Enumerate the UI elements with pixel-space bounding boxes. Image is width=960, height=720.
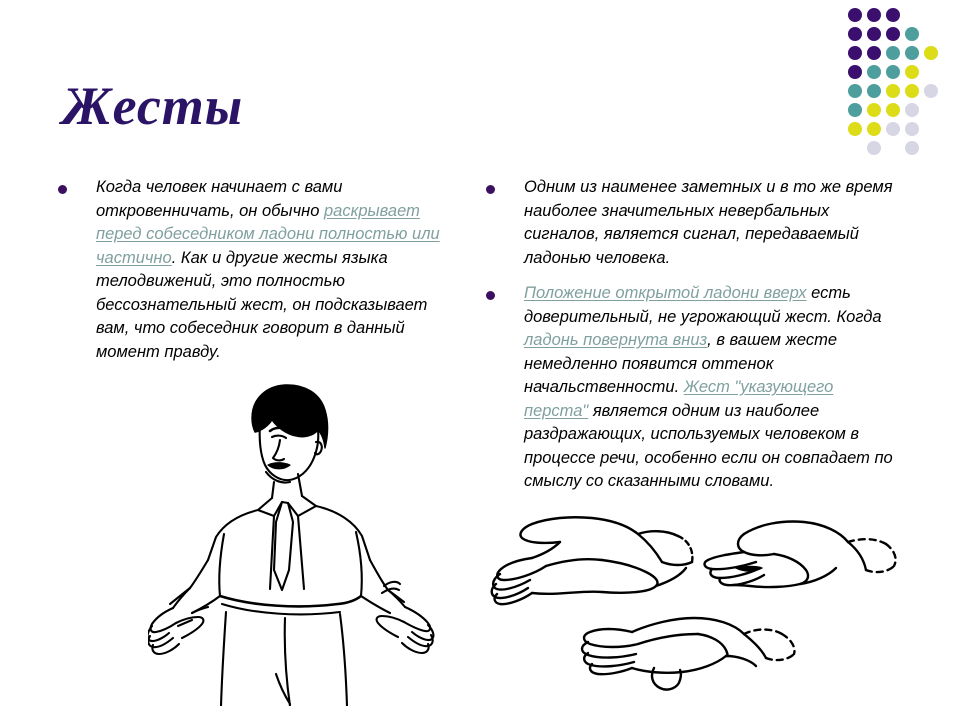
right-text-column [480, 176, 900, 506]
list-item [52, 176, 452, 364]
grid-dot-lavender [924, 84, 938, 98]
bullet-point-icon [58, 185, 67, 194]
inline-link[interactable]: ладонь повернута вниз [524, 331, 708, 349]
grid-dot-teal [886, 46, 900, 60]
bullet-text: Когда человек начинает с вами откровенничать, он обычно раскрывает перед собеседником ладони полностью или частично. Как и другие жесты языка телодвижений, это полностью бессознательный жест, он подсказывает вам, что собеседник говорит в данный момент правду. [96, 178, 440, 361]
grid-dot-yellow [867, 103, 881, 117]
grid-dot-lavender [905, 103, 919, 117]
grid-dot-teal [848, 103, 862, 117]
grid-dot-purple [867, 27, 881, 41]
inline-link[interactable]: Положение открытой ладони вверх [524, 284, 807, 302]
bullet-text: Одним из наименее заметных и в то же время наиболее значительных невербальных сигналов, является сигнал, передаваемый ладонью человека. [524, 178, 893, 267]
list-item [480, 282, 900, 494]
list-item [480, 176, 900, 270]
grid-dot-purple [886, 27, 900, 41]
grid-dot-purple [848, 27, 862, 41]
grid-dot-yellow [924, 46, 938, 60]
inline-link[interactable]: Жест "указующего перста" [524, 378, 834, 420]
grid-dot-teal [905, 27, 919, 41]
left-text-column [52, 176, 452, 376]
grid-dot-lavender [905, 141, 919, 155]
grid-dot-teal [886, 65, 900, 79]
grid-dot-purple [867, 8, 881, 22]
grid-dot-purple [886, 8, 900, 22]
palm-down-hand-illustration [582, 618, 795, 690]
grid-dot-teal [848, 84, 862, 98]
decorative-dot-grid [848, 8, 960, 160]
grid-dot-yellow [848, 122, 862, 136]
grid-dot-yellow [867, 122, 881, 136]
grid-dot-yellow [905, 65, 919, 79]
bullet-text: Положение открытой ладони вверх есть доверительный, не угрожающий жест. Когда ладонь повернута вниз, в вашем жесте немедленно появится оттенок начальственности. Жест "указующего перста" является одним из наиболее раздражающих, используемых человеком в процессе речи, особенно если он совпадает по смыслу со сказанными словами. [524, 284, 893, 490]
grid-dot-lavender [867, 141, 881, 155]
grid-dot-yellow [886, 84, 900, 98]
grid-dot-purple [848, 46, 862, 60]
grid-dot-purple [848, 8, 862, 22]
grid-dot-purple [848, 65, 862, 79]
palm-up-hand-illustration [492, 517, 693, 604]
grid-dot-purple [867, 46, 881, 60]
inline-link[interactable]: раскрывает перед собеседником ладони полностью или частично [96, 201, 440, 267]
grid-dot-lavender [886, 122, 900, 136]
bullet-point-icon [486, 185, 495, 194]
man-open-palms-illustration [148, 374, 440, 706]
grid-dot-lavender [905, 122, 919, 136]
pointing-finger-hand-illustration [705, 522, 896, 588]
hand-gesture-illustrations [488, 508, 928, 704]
grid-dot-teal [867, 84, 881, 98]
grid-dot-yellow [905, 84, 919, 98]
bullet-point-icon [486, 291, 495, 300]
grid-dot-yellow [886, 103, 900, 117]
page-title: Жесты [62, 76, 244, 136]
grid-dot-teal [905, 46, 919, 60]
grid-dot-teal [867, 65, 881, 79]
